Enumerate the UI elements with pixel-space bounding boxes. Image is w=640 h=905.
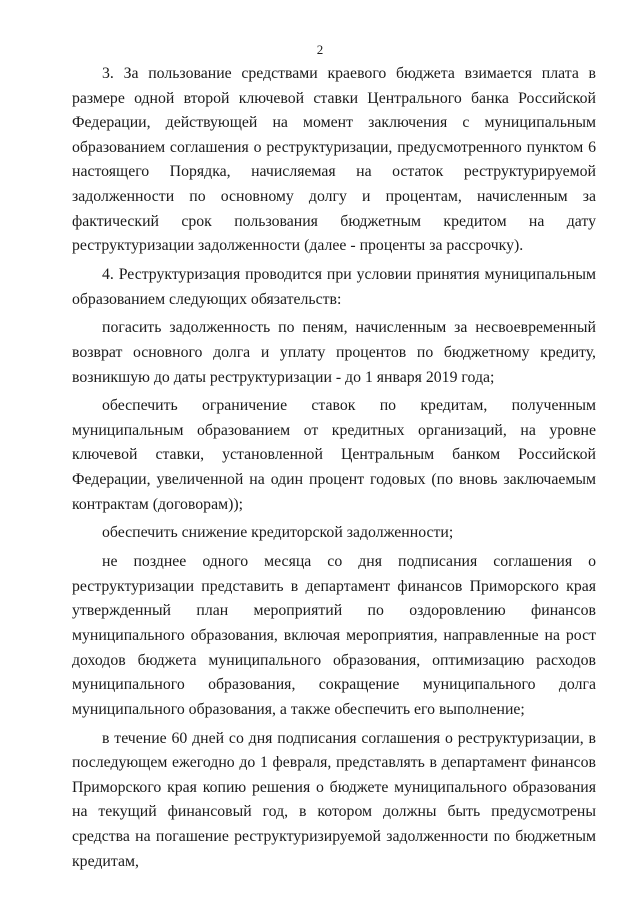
paragraph-rate-limitation: обеспечить ограничение ставок по кредитам, полученным муниципальным образованием от кредитных организаций, на уровне ключевой ставки, установленной Центральным банком Российской Федерации, увеличенной на один процент годовых (по вновь заключаемым контрактам (договорам)); bbox=[72, 397, 596, 513]
page-number: 2 bbox=[316, 42, 324, 57]
paragraph-recovery-plan: не позднее одного месяца со дня подписания соглашения о реструктуризации представить в департамент финансов Приморского края утвержденный план мероприятий по оздоровлению финансов муниципального образования, включая мероприятия, направленные на рост доходов бюджета муниципального образования, оптимизацию расходов муниципального образования, сокращение муниципального долга муниципального образования, а также обеспечить его выполнение; bbox=[72, 553, 596, 718]
paragraph-penalty-repayment: погасить задолженность по пеням, начисленным за несвоевременный возврат основного долга и уплату процентов по бюджетному кредиту, возникшую до даты реструктуризации - до 1 января 2019 года; bbox=[72, 319, 596, 386]
paragraph-item-3-fee: 3. За пользование средствами краевого бюджета взимается плата в размере одной второй ключевой ставки Центрального банка Российской Федерации, действующей на момент заключения с муниципальным образованием соглашения о реструктуризации, предусмотренного пунктом 6 настоящего Порядка, начисляемая на остаток реструктурируемой задолженности по основному долгу и процентам, начисленным за фактический срок пользования бюджетным кредитом на дату реструктуризации задолженности (далее - проценты за рассрочку). bbox=[72, 65, 596, 255]
paragraph-payables-reduction: обеспечить снижение кредиторской задолженности; bbox=[102, 524, 454, 542]
document-body bbox=[72, 62, 596, 874]
paragraph-budget-decision: в течение 60 дней со дня подписания соглашения о реструктуризации, в последующем ежегодно до 1 февраля, представлять в департамент финансов Приморского края копию решения о бюджете муниципального образования на текущий финансовый год, в котором должны быть предусмотрены средства на погашение реструктуризируемой задолженности по бюджетным кредитам, bbox=[72, 729, 596, 870]
paragraph-item-4-conditions: 4. Реструктуризация проводится при условии принятия муниципальным образованием следующих обязательств: bbox=[72, 265, 596, 308]
